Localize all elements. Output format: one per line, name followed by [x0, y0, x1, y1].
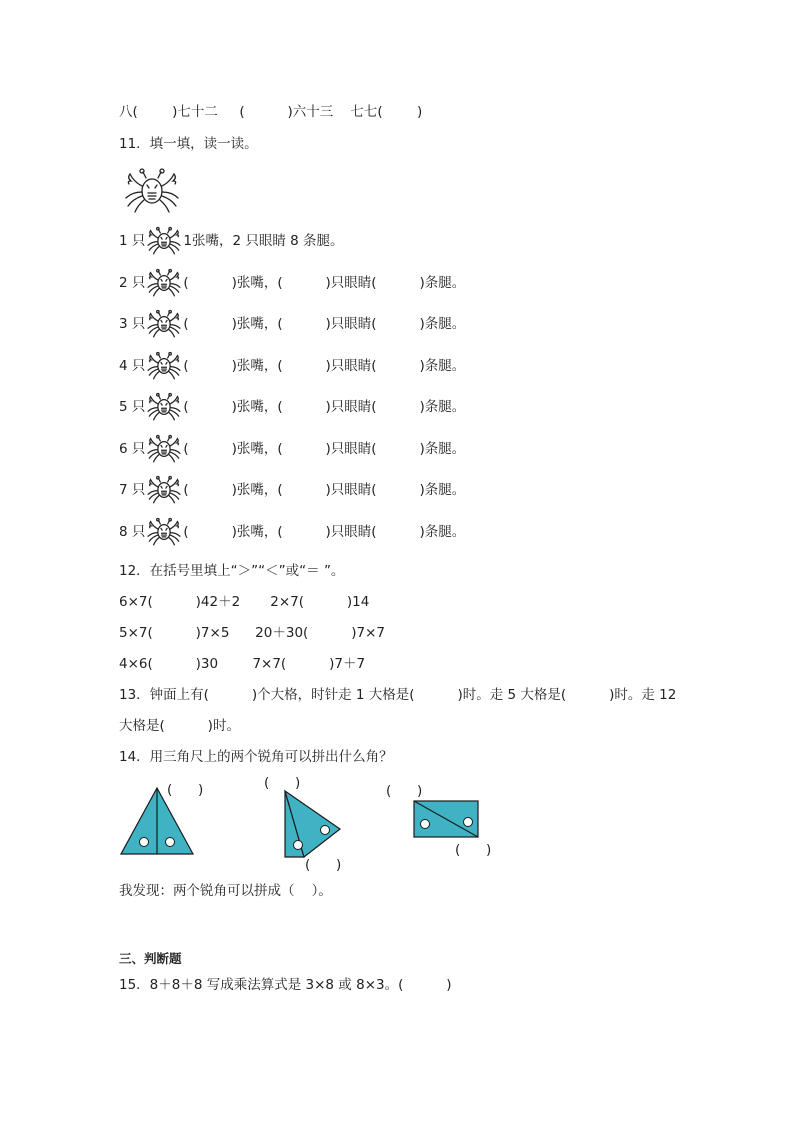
crab-icon — [145, 516, 183, 548]
q13-line-2: 大格是( )时。 — [119, 718, 240, 734]
crab-row — [119, 350, 465, 382]
blank-shape-1: ( ) — [167, 782, 204, 798]
q14-title: 14．用三角尺上的两个锐角可以拼出什么角？ — [119, 749, 393, 765]
blank-shape-3: ( ) — [386, 783, 423, 799]
crab-icon-large — [121, 166, 183, 220]
triangle-shape-1 — [119, 786, 195, 856]
q14-finding: 我发现：两个锐角可以拼成（ ）。 — [119, 883, 332, 899]
q12-line-2: 5×7( )7×5 20＋30( )7×7 — [119, 625, 385, 641]
crab-row-text: ( )张嘴，( )只眼睛( )条腿。 — [183, 524, 466, 540]
crab-row-count: 5 只 — [119, 399, 146, 415]
crab-icon — [145, 474, 183, 506]
q15-text: 15．8＋8＋8 写成乘法算式是 3×8 或 8×3。( ) — [119, 977, 452, 993]
crab-row-count: 1 只 — [119, 233, 146, 249]
crab-row-text: ( )张嘴，( )只眼睛( )条腿。 — [183, 316, 466, 332]
crab-row-text: 1张嘴，2 只眼睛 8 条腿。 — [183, 233, 344, 249]
crab-row — [119, 391, 465, 423]
crab-row-count: 3 只 — [119, 316, 146, 332]
crab-row — [119, 308, 465, 340]
blank-shape-3b: ( ) — [455, 842, 492, 858]
crab-row-count: 7 只 — [119, 482, 146, 498]
crab-row-text: ( )张嘴，( )只眼睛( )条腿。 — [183, 482, 466, 498]
triangle-shape-2 — [282, 789, 344, 859]
crab-row — [119, 225, 344, 257]
q12-line-1: 6×7( )42＋2 2×7( )14 — [119, 594, 370, 610]
crab-row-count: 6 只 — [119, 441, 146, 457]
crab-icon — [145, 433, 183, 465]
crab-row — [119, 433, 465, 465]
q10-line: 八( )七十二 ( )六十三 七七( ) — [119, 104, 423, 120]
crab-row — [119, 516, 465, 548]
q12-title: 12．在括号里填上“＞”“＜”或“＝ ”。 — [119, 563, 345, 579]
crab-icon — [145, 225, 183, 257]
crab-row-text: ( )张嘴，( )只眼睛( )条腿。 — [183, 275, 466, 291]
crab-row-text: ( )张嘴，( )只眼睛( )条腿。 — [183, 358, 466, 374]
q12-line-3: 4×6( )30 7×7( )7＋7 — [119, 656, 366, 672]
q11-title: 11．填一填，读一读。 — [119, 136, 258, 152]
section-3-title: 三、判断题 — [119, 951, 182, 966]
crab-row-count: 4 只 — [119, 358, 146, 374]
crab-row-text: ( )张嘴，( )只眼睛( )条腿。 — [183, 441, 466, 457]
crab-icon — [145, 308, 183, 340]
crab-icon — [145, 391, 183, 423]
blank-shape-2: ( ) — [264, 775, 301, 791]
crab-row-text: ( )张嘴，( )只眼睛( )条腿。 — [183, 399, 466, 415]
crab-row — [119, 267, 465, 299]
crab-row-count: 2 只 — [119, 275, 146, 291]
crab-row — [119, 474, 465, 506]
crab-row-count: 8 只 — [119, 524, 146, 540]
blank-shape-2b: ( ) — [305, 857, 342, 873]
rectangle-shape-3 — [412, 799, 480, 839]
q13-line-1: 13．钟面上有( )个大格，时针走 1 大格是( )时。走 5 大格是( )时。走 12 — [119, 687, 677, 703]
crab-icon — [145, 267, 183, 299]
crab-icon — [145, 350, 183, 382]
